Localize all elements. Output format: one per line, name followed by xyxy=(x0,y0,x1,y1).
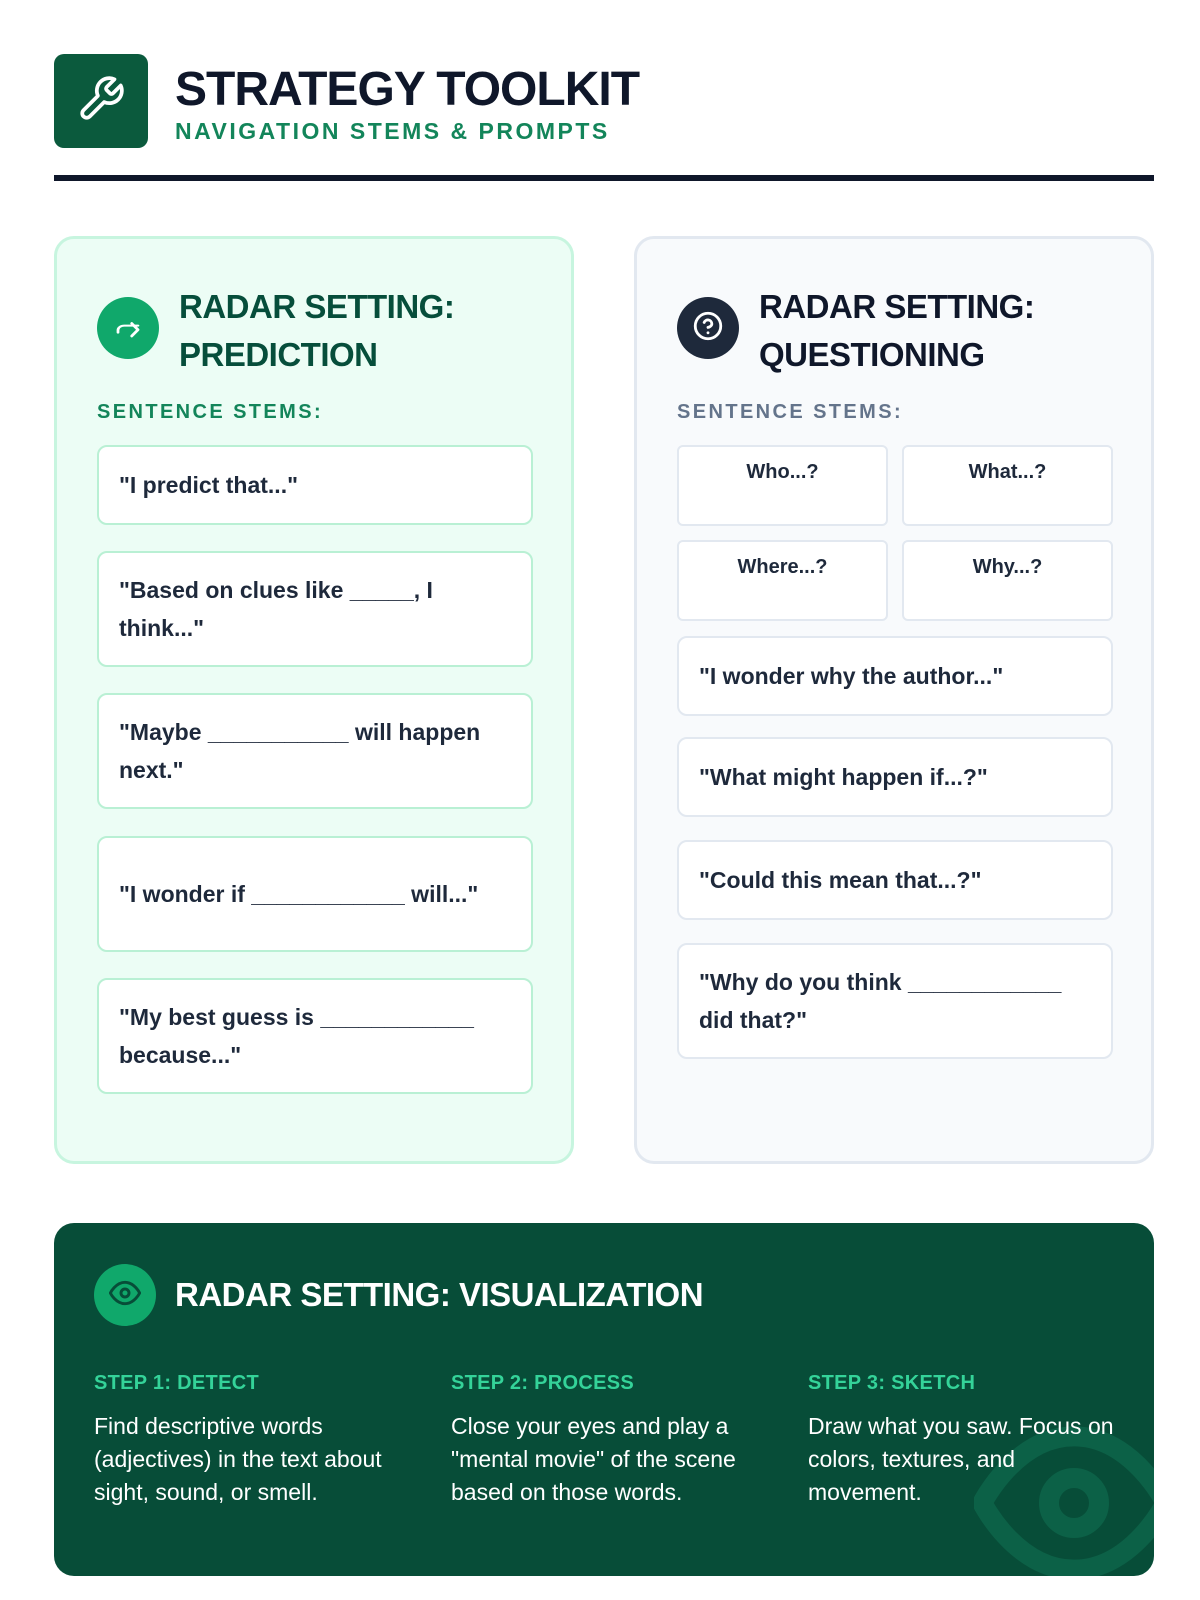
questioning-title xyxy=(759,283,1034,379)
step-title: STEP 1: DETECT xyxy=(94,1372,259,1394)
questioning-stem: "What might happen if...?" xyxy=(677,737,1113,817)
prediction-title-line1: RADAR SETTING: xyxy=(179,288,455,325)
page-subtitle: NAVIGATION STEMS & PROMPTS xyxy=(175,118,610,144)
question-word-cell: What...? xyxy=(902,445,1113,526)
questioning-stem: "Could this mean that...?" xyxy=(677,840,1113,920)
questioning-stem: "I wonder why the author..." xyxy=(677,636,1113,716)
page-header xyxy=(54,54,1154,182)
visualization-step xyxy=(94,1368,414,1509)
step-body: Close your eyes and play a "mental movie" of the scene based on those words. xyxy=(451,1413,736,1505)
step-body: Draw what you saw. Focus on colors, textures, and movement. xyxy=(808,1413,1114,1505)
prediction-stems-label: SENTENCE STEMS: xyxy=(97,401,324,423)
question-word-cell: Why...? xyxy=(902,540,1113,621)
arrow-forward-icon xyxy=(113,311,143,346)
logo xyxy=(54,54,148,148)
questioning-title-line2: QUESTIONING xyxy=(759,336,985,373)
prediction-stem: "Based on clues like _____, I think..." xyxy=(97,551,533,667)
questioning-stem: "Why do you think ____________ did that?" xyxy=(677,943,1113,1059)
step-body: Find descriptive words (adjectives) in the text about sight, sound, or smell. xyxy=(94,1413,382,1505)
question-word-cell: Where...? xyxy=(677,540,888,621)
question-circle-icon xyxy=(691,309,725,348)
step-title: STEP 2: PROCESS xyxy=(451,1372,635,1394)
questioning-stems-label: SENTENCE STEMS: xyxy=(677,401,904,423)
visualization-title: RADAR SETTING: VISUALIZATION xyxy=(175,1276,704,1313)
prediction-stem: "My best guess is ____________ because..." xyxy=(97,978,533,1094)
visualization-step xyxy=(808,1368,1128,1509)
header-divider xyxy=(54,175,1154,181)
prediction-title xyxy=(179,283,454,379)
prediction-stem: "I wonder if ____________ will..." xyxy=(97,836,533,952)
eye-icon xyxy=(109,1277,141,1314)
questioning-icon-badge xyxy=(677,297,739,359)
visualization-panel xyxy=(54,1223,1154,1576)
prediction-title-line2: PREDICTION xyxy=(179,336,378,373)
visualization-step xyxy=(451,1368,771,1509)
questioning-title-line1: RADAR SETTING: xyxy=(759,288,1035,325)
prediction-icon-badge xyxy=(97,297,159,359)
questioning-card xyxy=(634,236,1154,1164)
step-title: STEP 3: SKETCH xyxy=(808,1372,976,1394)
question-word-cell: Who...? xyxy=(677,445,888,526)
prediction-card xyxy=(54,236,574,1164)
prediction-stem: "Maybe ___________ will happen next." xyxy=(97,693,533,809)
visualization-icon-badge xyxy=(94,1264,156,1326)
prediction-stem: "I predict that..." xyxy=(97,445,533,525)
page-title: STRATEGY TOOLKIT xyxy=(175,63,640,116)
wrench-icon xyxy=(76,74,126,129)
